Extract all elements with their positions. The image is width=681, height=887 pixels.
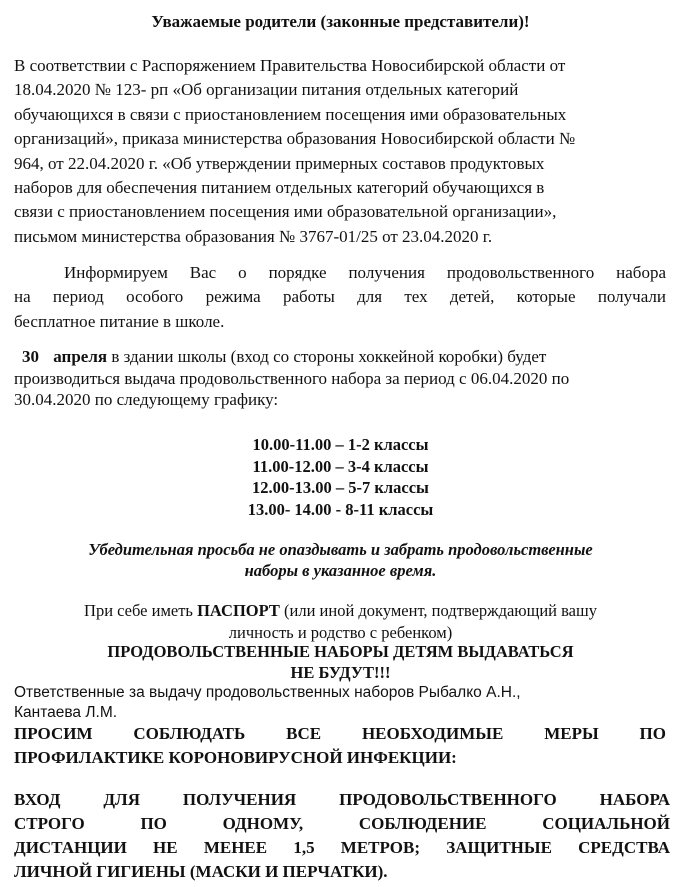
- distribution-paragraph: [14, 346, 666, 411]
- paragraph-line: наборов для обеспечения питанием отдельных категорий обучающихся в: [14, 178, 545, 198]
- entry-line: ЛИЧНОЙ ГИГИЕНЫ (МАСКИ И ПЕРЧАТКИ).: [14, 862, 388, 881]
- page-title: Уважаемые родители (законные представители)!: [151, 12, 530, 31]
- documents-notice: [0, 600, 681, 644]
- paragraph-line: бесплатное питание в школе.: [14, 311, 225, 331]
- passport-word: ПАСПОРТ: [197, 601, 280, 620]
- request-line: наборы в указанное время.: [244, 560, 437, 580]
- schedule-item: 11.00-12.00 – 3-4 классы: [252, 456, 429, 476]
- paragraph-text: в здании школы (вход со стороны хоккейной коробки) будет: [111, 347, 547, 366]
- notice-line: [0, 600, 681, 622]
- responsible-line: Ответственные за выдачу продовольственных наборов Рыбалко А.Н.,: [14, 684, 521, 701]
- entry-line: ДИСТАНЦИИ НЕ МЕНЕЕ 1,5 МЕТРОВ; ЗАЩИТНЫЕ СРЕДСТВА: [14, 838, 670, 857]
- notice-text: При себе иметь: [84, 601, 198, 620]
- paragraph-line: [14, 346, 666, 368]
- measures-line: ПРОСИМ СОБЛЮДАТЬ ВСЕ НЕОБХОДИМЫЕ МЕРЫ ПО: [14, 724, 666, 743]
- entry-line: СТРОГО ПО ОДНОМУ, СОБЛЮДЕНИЕ СОЦИАЛЬНОЙ: [14, 814, 670, 833]
- schedule-item: 12.00-13.00 – 5-7 классы: [252, 478, 429, 497]
- legal-basis-paragraph: [14, 54, 666, 249]
- responsible-line: Кантаева Л.М.: [14, 704, 118, 721]
- notice-line: личность и родство с ребенком): [228, 623, 453, 642]
- no-give-warning: [0, 641, 681, 683]
- paragraph-line: 30.04.2020 по следующему графику:: [14, 390, 279, 409]
- paragraph-line: В соответствии с Распоряжением Правительства Новосибирской области от: [14, 56, 566, 75]
- paragraph-line: организаций», приказа министерства образования Новосибирской области №: [14, 129, 576, 149]
- paragraph-line: 18.04.2020 № 123- рп «Об организации питания отдельных категорий: [14, 80, 519, 100]
- distribution-date: 30 апреля: [22, 347, 108, 366]
- warning-line: НЕ БУДУТ!!!: [290, 663, 391, 682]
- notice-text: (или иной документ, подтверждающий вашу: [279, 601, 597, 620]
- warning-line: ПРОДОВОЛЬСТВЕННЫЕ НАБОРЫ ДЕТЯМ ВЫДАВАТЬСЯ: [107, 642, 574, 661]
- paragraph-line: связи с приостановлением посещения ими образовательной организации»,: [14, 202, 557, 222]
- safety-measures-heading: [14, 722, 666, 770]
- responsible-persons: [14, 683, 666, 723]
- request-line: Убедительная просьба не опаздывать и забрать продовольственные: [88, 540, 593, 559]
- paragraph-line: письмом министерства образования № 3767-01/25 от 23.04.2020 г.: [14, 226, 493, 246]
- paragraph-line: 964, от 22.04.2020 г. «Об утверждении примерных составов продуктовых: [14, 153, 545, 173]
- paragraph-line: Информируем Вас о порядке получения продовольственного набора: [64, 263, 666, 282]
- paragraph-line: производиться выдача продовольственного набора за период с 06.04.2020 по: [14, 368, 570, 388]
- schedule-item: 10.00-11.00 – 1-2 классы: [252, 435, 429, 454]
- punctuality-request: [0, 540, 681, 581]
- schedule-list: [0, 434, 681, 520]
- entry-rules: [14, 788, 670, 884]
- paragraph-line: обучающихся в связи с приостановлением посещения ими образовательных: [14, 104, 567, 124]
- measures-line: ПРОФИЛАКТИКЕ КОРОНОВИРУСНОЙ ИНФЕКЦИИ:: [14, 748, 457, 767]
- schedule-item: 13.00- 14.00 - 8-11 классы: [247, 499, 434, 519]
- entry-line: ВХОД ДЛЯ ПОЛУЧЕНИЯ ПРОДОВОЛЬСТВЕННОГО НАБОРА: [14, 790, 670, 809]
- paragraph-line: на период особого режима работы для тех детей, которые получали: [14, 287, 666, 307]
- info-paragraph: [14, 261, 666, 334]
